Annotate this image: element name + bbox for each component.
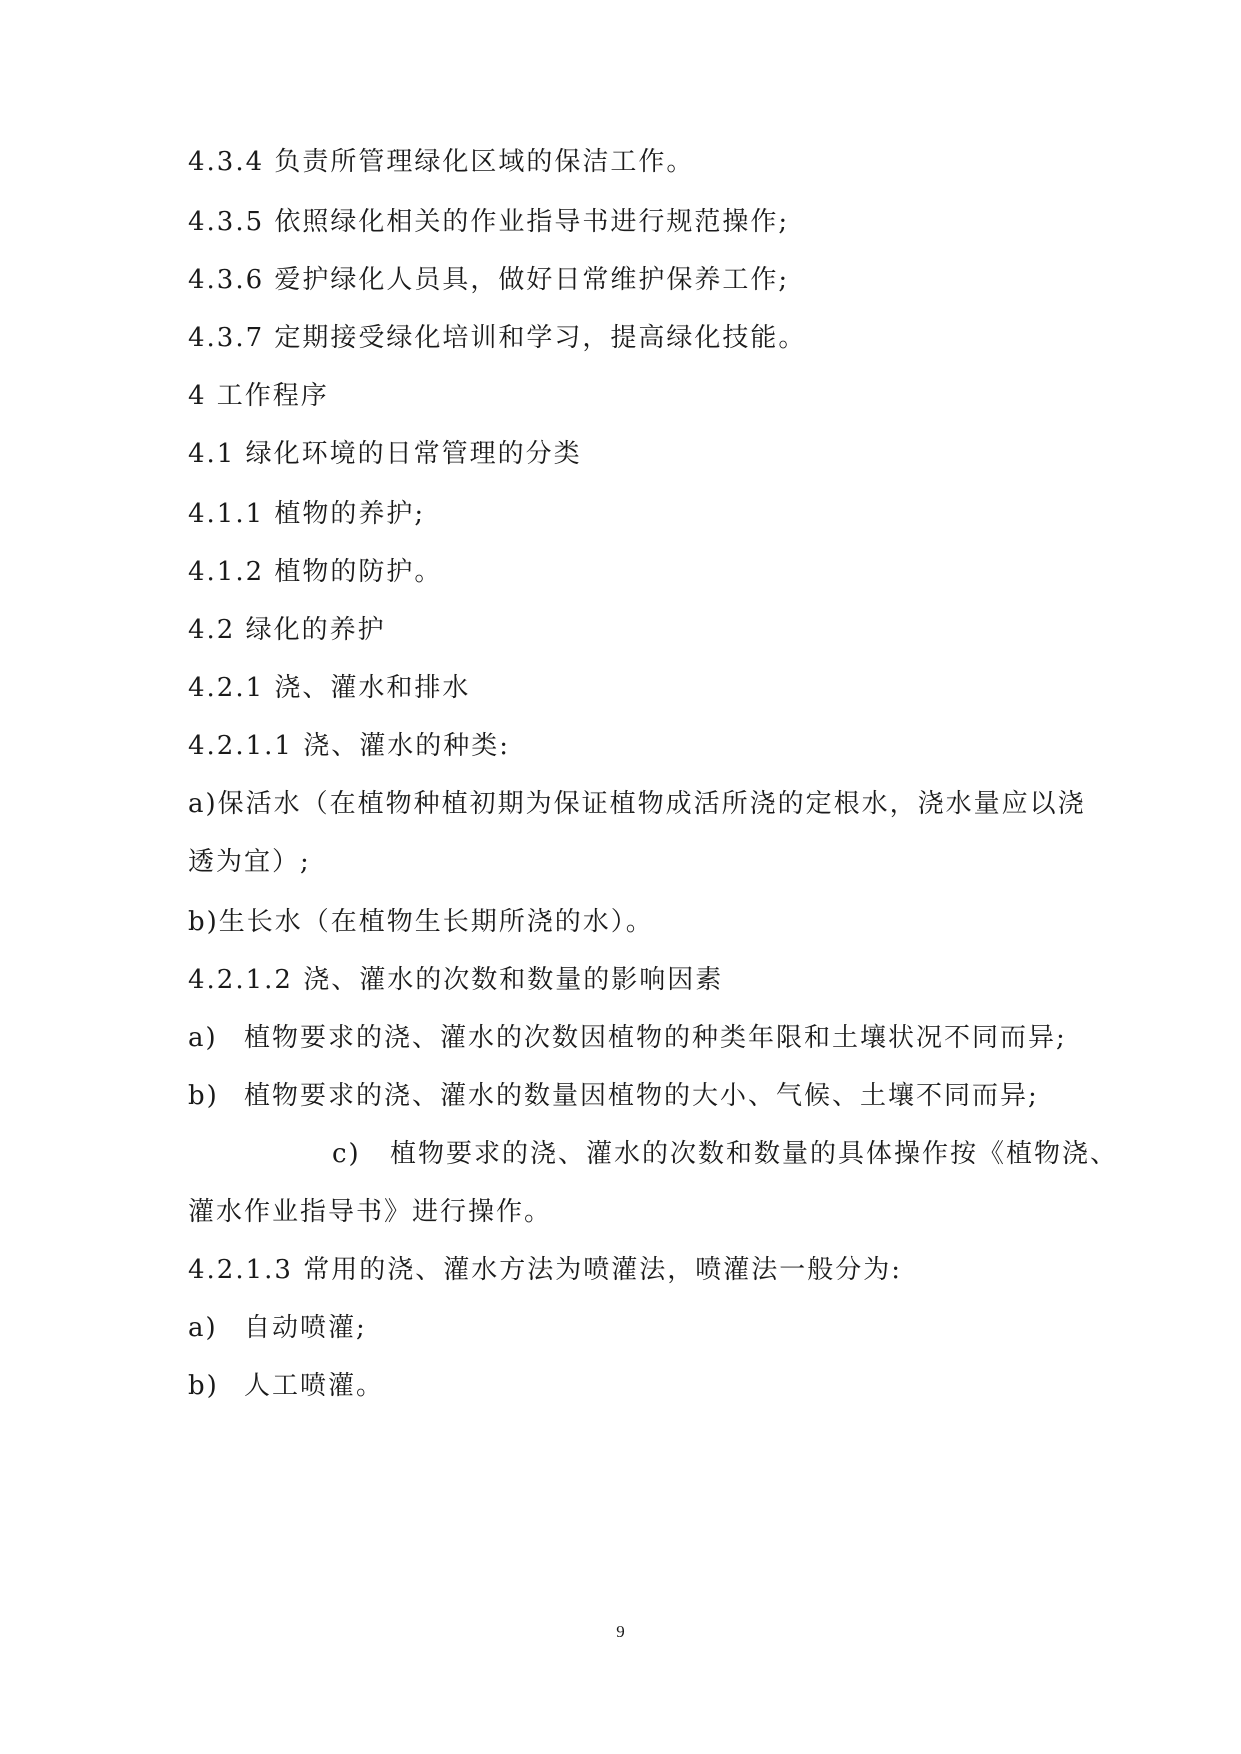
clause-4-2: 4.2 绿化的养护 bbox=[188, 615, 386, 645]
list-item-auto-spray bbox=[188, 1312, 367, 1344]
item-a-continuation: 透为宜）; bbox=[188, 847, 311, 877]
item-b-growth-water: b)生长水（在植物生长期所浇的水）。 bbox=[188, 907, 654, 937]
list-item-c bbox=[332, 1138, 1118, 1170]
list-text-manual: 人工喷灌。 bbox=[244, 1371, 385, 1401]
clause-4-1-2: 4.1.2 植物的防护。 bbox=[188, 557, 443, 587]
clause-4-2-1-3: 4.2.1.3 常用的浇、灌水方法为喷灌法，喷灌法一般分为: bbox=[188, 1255, 902, 1285]
clause-4-3-6: 4.3.6 爱护绿化人员具，做好日常维护保养工作; bbox=[188, 265, 790, 295]
clause-4-1: 4.1 绿化环境的日常管理的分类 bbox=[188, 439, 582, 469]
list-item-c-continuation: 灌水作业指导书》进行操作。 bbox=[188, 1197, 553, 1227]
clause-4-3-4: 4.3.4 负责所管理绿化区域的保洁工作。 bbox=[188, 147, 695, 177]
list-text-auto: 自动喷灌; bbox=[244, 1313, 367, 1343]
list-marker-b: b) bbox=[188, 1081, 219, 1111]
section-heading-4: 4 工作程序 bbox=[188, 381, 329, 411]
item-a-protect-water: a)保活水（在植物种植初期为保证植物成活所浇的定根水，浇水量应以浇 bbox=[188, 789, 1086, 819]
list-marker-auto: a) bbox=[188, 1313, 218, 1343]
clause-4-3-5: 4.3.5 依照绿化相关的作业指导书进行规范操作; bbox=[188, 207, 790, 237]
clause-4-1-1: 4.1.1 植物的养护; bbox=[188, 499, 426, 529]
clause-4-3-7: 4.3.7 定期接受绿化培训和学习，提高绿化技能。 bbox=[188, 323, 807, 353]
clause-4-2-1-1: 4.2.1.1 浇、灌水的种类: bbox=[188, 731, 510, 761]
list-item-manual-spray bbox=[188, 1370, 384, 1402]
list-item-b bbox=[188, 1080, 1039, 1112]
list-text-c: 植物要求的浇、灌水的次数和数量的具体操作按《植物浇、 bbox=[390, 1139, 1119, 1169]
list-item-a bbox=[188, 1022, 1067, 1054]
page-number: 9 bbox=[616, 1622, 625, 1641]
list-marker-a: a) bbox=[188, 1023, 218, 1053]
list-marker-manual: b) bbox=[188, 1371, 219, 1401]
clause-4-2-1: 4.2.1 浇、灌水和排水 bbox=[188, 673, 471, 703]
list-text-a: 植物要求的浇、灌水的次数因植物的种类年限和土壤状况不同而异; bbox=[244, 1023, 1067, 1053]
clause-4-2-1-2: 4.2.1.2 浇、灌水的次数和数量的影响因素 bbox=[188, 965, 724, 995]
list-marker-c: c) bbox=[332, 1139, 361, 1169]
list-text-b: 植物要求的浇、灌水的数量因植物的大小、气候、土壤不同而异; bbox=[244, 1081, 1039, 1111]
